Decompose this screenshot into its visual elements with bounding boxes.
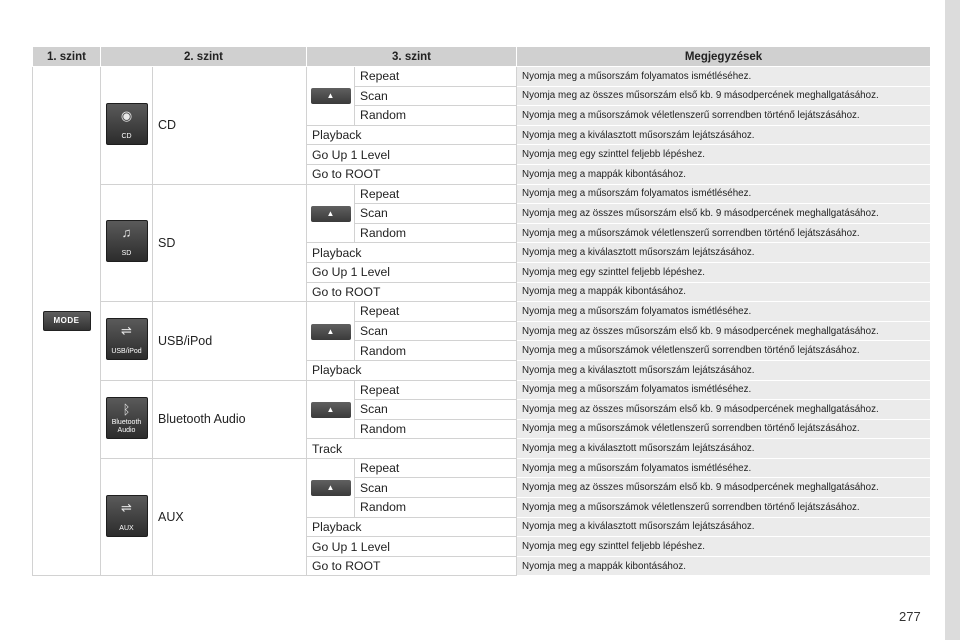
cd-item-scan: Scan bbox=[355, 86, 517, 106]
usb-item-playback: Playback bbox=[307, 360, 517, 380]
cd-item-go-root: Go to ROOT bbox=[307, 164, 517, 184]
sd-note-playback: Nyomja meg a kiválasztott műsorszám lejátszásához. bbox=[517, 243, 931, 263]
usb-icon-cell bbox=[101, 302, 153, 380]
aux-note-scan: Nyomja meg az összes műsorszám első kb. 9 másodpercének meghallgatásához. bbox=[517, 478, 931, 498]
mode-button[interactable]: MODE bbox=[43, 311, 91, 331]
sd-note-go-root: Nyomja meg a mappák kibontásához. bbox=[517, 282, 931, 302]
usb-note-playback: Nyomja meg a kiválasztott műsorszám lejátszásához. bbox=[517, 360, 931, 380]
aux-note-repeat: Nyomja meg a műsorszám folyamatos ismétléséhez. bbox=[517, 458, 931, 478]
sd-item-random: Random bbox=[355, 223, 517, 243]
sd-item-go-root: Go to ROOT bbox=[307, 282, 517, 302]
cd-up-arrow-button[interactable]: ▲ bbox=[311, 88, 351, 104]
usb-note-repeat: Nyomja meg a műsorszám folyamatos ismétléséhez. bbox=[517, 302, 931, 322]
usb-source-name: USB/iPod bbox=[153, 302, 307, 380]
bt-note-track: Nyomja meg a kiválasztott műsorszám lejátszásához. bbox=[517, 439, 931, 459]
aux-item-playback: Playback bbox=[307, 517, 517, 537]
cd-note-repeat: Nyomja meg a műsorszám folyamatos ismétléséhez. bbox=[517, 67, 931, 87]
aux-icon-label: AUX bbox=[119, 524, 134, 532]
sd-note-random: Nyomja meg a műsorszámok véletlenszerű sorrendben történő lejátszásához. bbox=[517, 223, 931, 243]
aux-up-arrow-button[interactable]: ▲ bbox=[311, 480, 351, 496]
sd-item-playback: Playback bbox=[307, 243, 517, 263]
usb-item-repeat: Repeat bbox=[355, 302, 517, 322]
bt-icon-label: Bluetooth Audio bbox=[111, 418, 142, 434]
aux-source-button[interactable] bbox=[106, 495, 148, 537]
cd-source-button[interactable] bbox=[106, 103, 148, 145]
aux-item-go-root: Go to ROOT bbox=[307, 556, 517, 576]
usb-arrow-cell bbox=[307, 302, 355, 361]
bt-source-button[interactable] bbox=[106, 397, 148, 439]
usb-note-scan: Nyomja meg az összes műsorszám első kb. 9 másodpercének meghallgatásához. bbox=[517, 321, 931, 341]
cd-item-random: Random bbox=[355, 106, 517, 126]
sd-note-repeat: Nyomja meg a műsorszám folyamatos ismétléséhez. bbox=[517, 184, 931, 204]
bluetooth-icon: ᛒ bbox=[122, 401, 131, 417]
header-notes: Megjegyzések bbox=[517, 47, 931, 67]
sd-item-scan: Scan bbox=[355, 204, 517, 224]
mode-cell bbox=[33, 67, 101, 576]
disc-icon: ◉ bbox=[120, 107, 133, 123]
bt-icon-cell bbox=[101, 380, 153, 458]
bt-item-track: Track bbox=[307, 439, 517, 459]
cd-note-random: Nyomja meg a műsorszámok véletlenszerű sorrendben történő lejátszásához. bbox=[517, 106, 931, 126]
aux-note-go-up: Nyomja meg egy szinttel feljebb lépéshez. bbox=[517, 537, 931, 557]
usb-up-arrow-button[interactable]: ▲ bbox=[311, 324, 351, 340]
sd-icon-cell bbox=[101, 184, 153, 302]
bt-arrow-cell bbox=[307, 380, 355, 439]
page-edge-bar bbox=[945, 0, 960, 640]
header-level-2: 2. szint bbox=[101, 47, 307, 67]
usb-source-button[interactable] bbox=[106, 318, 148, 360]
cd-note-go-root: Nyomja meg a mappák kibontásához. bbox=[517, 164, 931, 184]
cd-icon-cell bbox=[101, 67, 153, 185]
cd-arrow-cell bbox=[307, 67, 355, 126]
cd-source-name: CD bbox=[153, 67, 307, 185]
bt-note-scan: Nyomja meg az összes műsorszám első kb. 9 másodpercének meghallgatásához. bbox=[517, 400, 931, 420]
sd-source-name: SD bbox=[153, 184, 307, 302]
bt-item-scan: Scan bbox=[355, 400, 517, 420]
sd-note-go-up: Nyomja meg egy szinttel feljebb lépéshez. bbox=[517, 262, 931, 282]
bt-note-repeat: Nyomja meg a műsorszám folyamatos ismétléséhez. bbox=[517, 380, 931, 400]
cd-note-go-up: Nyomja meg egy szinttel feljebb lépéshez. bbox=[517, 145, 931, 165]
usb-icon-label: USB/iPod bbox=[111, 348, 142, 356]
usb-item-random: Random bbox=[355, 341, 517, 361]
cd-icon-label: CD bbox=[121, 132, 132, 140]
sd-item-go-up: Go Up 1 Level bbox=[307, 262, 517, 282]
sd-item-repeat: Repeat bbox=[355, 184, 517, 204]
aux-arrow-cell bbox=[307, 458, 355, 517]
bt-item-random: Random bbox=[355, 419, 517, 439]
aux-plug-icon: ⇌ bbox=[121, 499, 132, 515]
aux-item-random: Random bbox=[355, 498, 517, 518]
aux-icon-cell bbox=[101, 458, 153, 576]
aux-item-scan: Scan bbox=[355, 478, 517, 498]
bt-note-random: Nyomja meg a műsorszámok véletlenszerű sorrendben történő lejátszásához. bbox=[517, 419, 931, 439]
sd-icon-label: SD bbox=[121, 250, 132, 258]
bt-source-name: Bluetooth Audio bbox=[153, 380, 307, 458]
cd-note-playback: Nyomja meg a kiválasztott műsorszám lejátszásához. bbox=[517, 125, 931, 145]
header-level-3: 3. szint bbox=[307, 47, 517, 67]
page-number: 277 bbox=[899, 609, 921, 624]
aux-note-go-root: Nyomja meg a mappák kibontásához. bbox=[517, 556, 931, 576]
aux-source-name: AUX bbox=[153, 458, 307, 576]
aux-item-go-up: Go Up 1 Level bbox=[307, 537, 517, 557]
cd-item-playback: Playback bbox=[307, 125, 517, 145]
sd-note-scan: Nyomja meg az összes műsorszám első kb. 9 másodpercének meghallgatásához. bbox=[517, 204, 931, 224]
sd-arrow-cell bbox=[307, 184, 355, 243]
usb-icon: ⇌ bbox=[121, 323, 132, 339]
aux-item-repeat: Repeat bbox=[355, 458, 517, 478]
bt-item-repeat: Repeat bbox=[355, 380, 517, 400]
aux-note-playback: Nyomja meg a kiválasztott műsorszám lejátszásához. bbox=[517, 517, 931, 537]
sd-up-arrow-button[interactable]: ▲ bbox=[311, 206, 351, 222]
mode-menu-table bbox=[32, 46, 931, 576]
header-level-1: 1. szint bbox=[33, 47, 101, 67]
usb-note-random: Nyomja meg a műsorszámok véletlenszerű sorrendben történő lejátszásához. bbox=[517, 341, 931, 361]
aux-note-random: Nyomja meg a műsorszámok véletlenszerű sorrendben történő lejátszásához. bbox=[517, 498, 931, 518]
cd-item-repeat: Repeat bbox=[355, 67, 517, 87]
sd-source-button[interactable] bbox=[106, 220, 148, 262]
usb-item-scan: Scan bbox=[355, 321, 517, 341]
cd-item-go-up: Go Up 1 Level bbox=[307, 145, 517, 165]
music-note-icon: ♫ bbox=[121, 225, 132, 241]
cd-note-scan: Nyomja meg az összes műsorszám első kb. 9 másodpercének meghallgatásához. bbox=[517, 86, 931, 106]
bt-up-arrow-button[interactable]: ▲ bbox=[311, 402, 351, 418]
